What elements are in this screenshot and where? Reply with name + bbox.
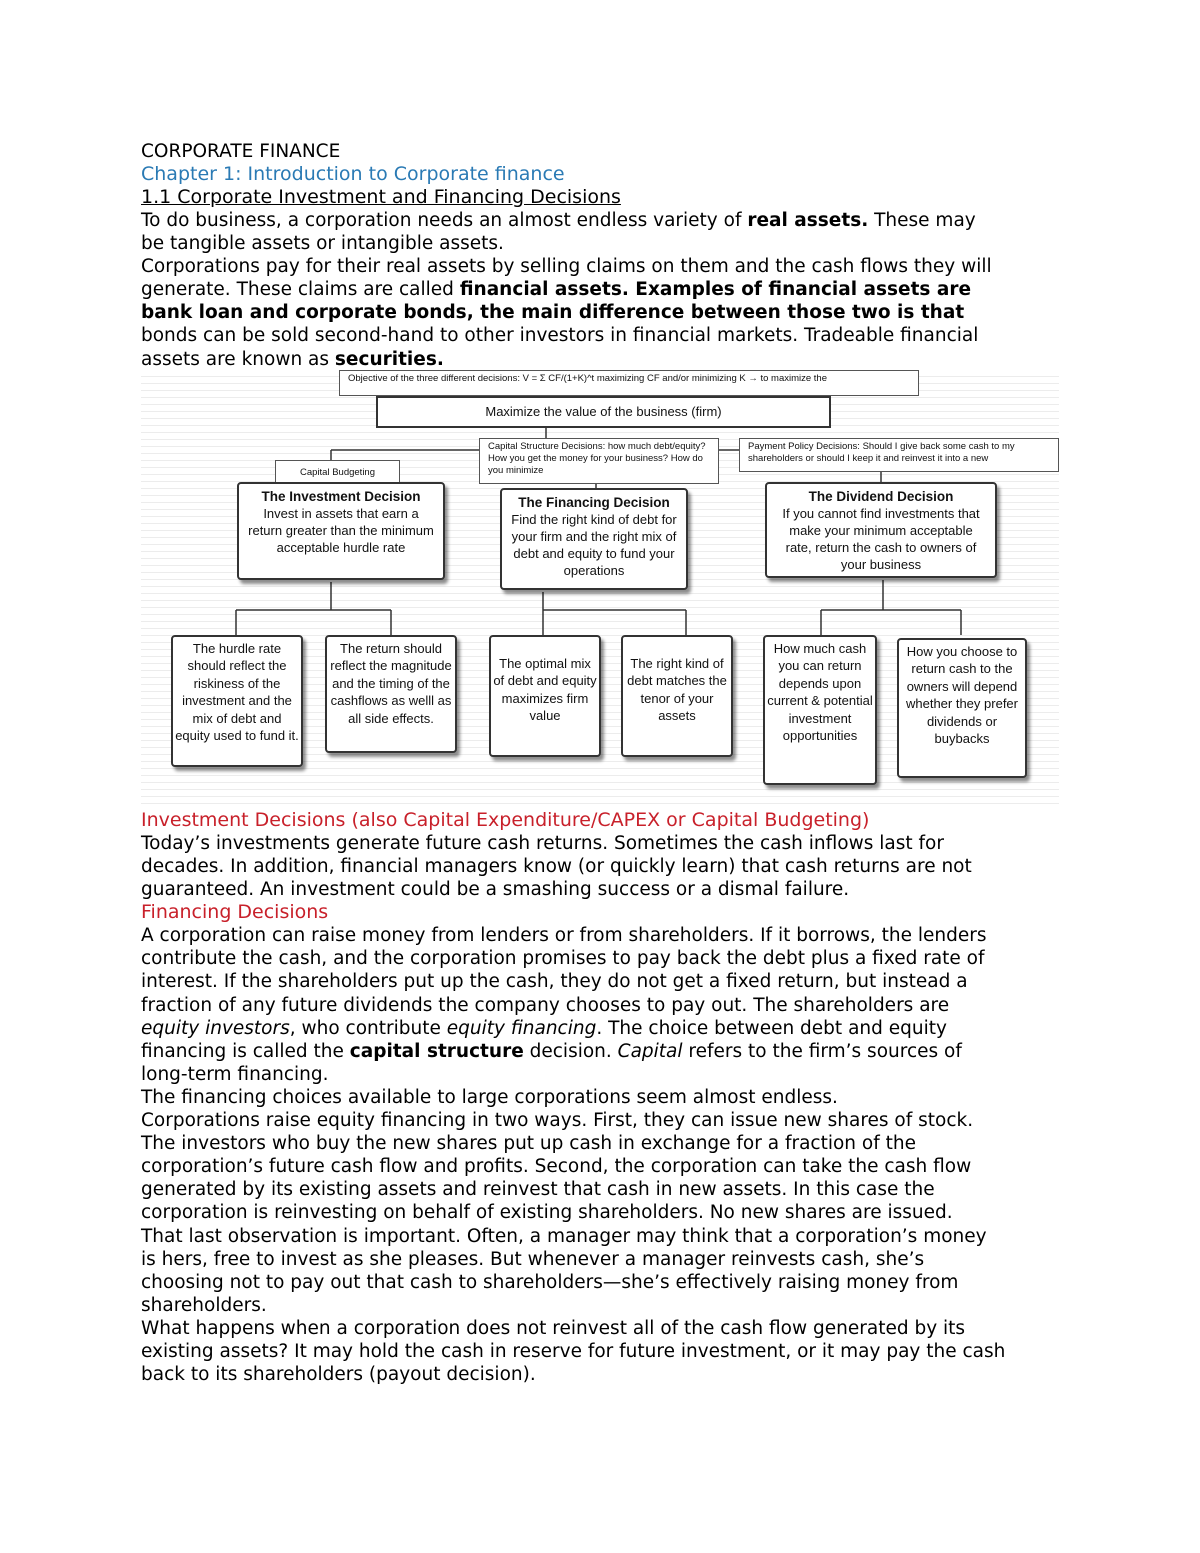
- body-line: existing assets? It may hold the cash in reserve for future investment, or it may pay the cash: [141, 1340, 1006, 1362]
- bold-term: capital structure: [349, 1040, 524, 1062]
- italic-term: equity financing: [446, 1017, 597, 1039]
- document-title: CORPORATE FINANCE: [141, 141, 341, 162]
- body-line: choosing not to pay out that cash to shareholders—she’s effectively raising money from: [141, 1271, 959, 1293]
- body-line: That last observation is important. Often, a manager may think that a corporation’s money: [141, 1225, 987, 1247]
- body-line: Corporations raise equity financing in two ways. First, they can issue new shares of stock.: [141, 1110, 974, 1132]
- italic-term: equity investors: [141, 1017, 290, 1039]
- investment-decisions-heading: Investment Decisions (also Capital Expenditure/CAPEX or Capital Budgeting): [141, 809, 870, 831]
- body-line: is hers, free to invest as she pleases. But whenever a manager reinvests cash, she’s: [141, 1248, 925, 1270]
- body-line: [141, 1040, 1071, 1063]
- text: generate. These claims are called: [141, 279, 460, 301]
- how-much-cash-box: How much cash you can return depends upon current & potential investment opportunities: [763, 635, 877, 785]
- body-line: Today’s investments generate future cash returns. Sometimes the cash inflows last for: [141, 833, 944, 854]
- payment-policy-note: Payment Policy Decisions: Should I give back some cash to my shareholders or should I keep it and reinvest it into a new: [739, 438, 1059, 472]
- italic-term: Capital: [617, 1040, 683, 1062]
- intro-paragraph-line: be tangible assets or intangible assets.: [141, 233, 504, 255]
- dividend-decision-box: [765, 482, 997, 578]
- body-line: interest. If the shareholders put up the cash, they do not get a fixed return, but instead a: [141, 971, 968, 993]
- top-objective-box: Maximize the value of the business (firm): [376, 396, 831, 428]
- text: decision.: [523, 1040, 618, 1062]
- section-heading: 1.1 Corporate Investment and Financing Decisions: [141, 186, 621, 208]
- bold-term: real assets.: [747, 210, 869, 231]
- body-line: The investors who buy the new shares put up cash in exchange for a fraction of the: [141, 1133, 916, 1155]
- bold-term: financial assets. Examples of financial assets are: [459, 279, 972, 301]
- text: To do business, a corporation needs an almost endless variety of: [141, 210, 748, 231]
- intro-paragraph-line: bonds can be sold second-hand to other investors in financial markets. Tradeable financial: [141, 325, 979, 347]
- body-line: contribute the cash, and the corporation promises to pay back the debt plus a fixed rate of: [141, 948, 985, 970]
- document-header: [141, 140, 1071, 371]
- investment-decision-box: [237, 482, 445, 580]
- body-line: long-term financing.: [141, 1063, 329, 1085]
- financing-decision-body: Find the right kind of debt for your firm and the right mix of debt and equity to fund your operations: [511, 512, 677, 578]
- intro-paragraph-line: [141, 209, 1071, 232]
- body-line: What happens when a corporation does not reinvest all of the cash flow generated by its: [141, 1317, 966, 1339]
- financing-decision-title: The Financing Decision: [518, 495, 670, 510]
- capital-structure-note: Capital Structure Decisions: how much debt/equity? How you get the money for your business? How do you minimize: [479, 438, 719, 484]
- dividend-decision-body: If you cannot find investments that make your minimum acceptable rate, return the cash to owners of your business: [782, 506, 980, 572]
- body-line: The financing choices available to large corporations seem almost endless.: [141, 1086, 838, 1108]
- dividend-decision-title: The Dividend Decision: [808, 489, 954, 504]
- intro-paragraph-line: [141, 348, 1071, 371]
- intro-paragraph-line: [141, 301, 1071, 324]
- objective-note: Objective of the three different decisions: V = Σ CF/(1+K)^t maximizing CF and/or minimizing K → to maximize the: [339, 370, 919, 396]
- body-line: guaranteed. An investment could be a smashing success or a dismal failure.: [141, 879, 850, 901]
- hurdle-rate-box: The hurdle rate should reflect the riskiness of the investment and the mix of debt and equity used to fund it.: [171, 635, 303, 767]
- right-kind-debt-box: The right kind of debt matches the tenor of your assets: [621, 635, 733, 757]
- investment-decision-body: Invest in assets that earn a return greater than the minimum acceptable hurdle rate: [248, 506, 434, 555]
- chapter-heading: Chapter 1: Introduction to Corporate finance: [141, 163, 565, 185]
- body-line: decades. In addition, financial managers know (or quickly learn) that cash returns are not: [141, 856, 972, 878]
- bold-term: securities.: [334, 348, 444, 370]
- return-box: The return should reflect the magnitude and the timing of the cashflows as welll as all side effects.: [325, 635, 457, 753]
- document-body: [141, 809, 1071, 1386]
- body-line: fraction of any future dividends the company chooses to pay out. The shareholders are: [141, 994, 950, 1016]
- text: . The choice between debt and equity: [596, 1017, 947, 1039]
- how-you-choose-box: How you choose to return cash to the owners will depend whether they prefer dividends or buybacks: [897, 638, 1027, 778]
- capital-budgeting-label: Capital Budgeting: [275, 460, 400, 486]
- investment-decision-title: The Investment Decision: [261, 489, 421, 504]
- body-line: A corporation can raise money from lenders or from shareholders. If it borrows, the lenders: [141, 925, 987, 947]
- text: financing is called the: [141, 1040, 350, 1062]
- optimal-mix-box: The optimal mix of debt and equity maximizes firm value: [489, 635, 601, 757]
- text: , who contribute: [289, 1017, 447, 1039]
- intro-paragraph-line: [141, 278, 1071, 301]
- body-line: corporation is reinvesting on behalf of existing shareholders. No new shares are issued.: [141, 1202, 953, 1224]
- intro-paragraph-line: Corporations pay for their real assets by selling claims on them and the cash flows they will: [141, 256, 992, 278]
- text: These may: [868, 210, 976, 231]
- body-line: generated by its existing assets and reinvest that cash in new assets. In this case the: [141, 1179, 935, 1201]
- financing-decision-box: [500, 488, 688, 590]
- body-line: back to its shareholders (payout decision).: [141, 1364, 536, 1386]
- body-line: shareholders.: [141, 1294, 267, 1316]
- text: refers to the firm’s sources of: [682, 1040, 962, 1062]
- bold-term: bank loan and corporate bonds, the main difference between those two is that: [141, 302, 965, 324]
- decision-diagram: [141, 370, 1059, 810]
- financing-decisions-heading: Financing Decisions: [141, 901, 329, 924]
- body-line: corporation’s future cash flow and profits. Second, the corporation can take the cash flow: [141, 1156, 972, 1178]
- text: assets are known as: [141, 348, 335, 370]
- body-line: [141, 1017, 1071, 1040]
